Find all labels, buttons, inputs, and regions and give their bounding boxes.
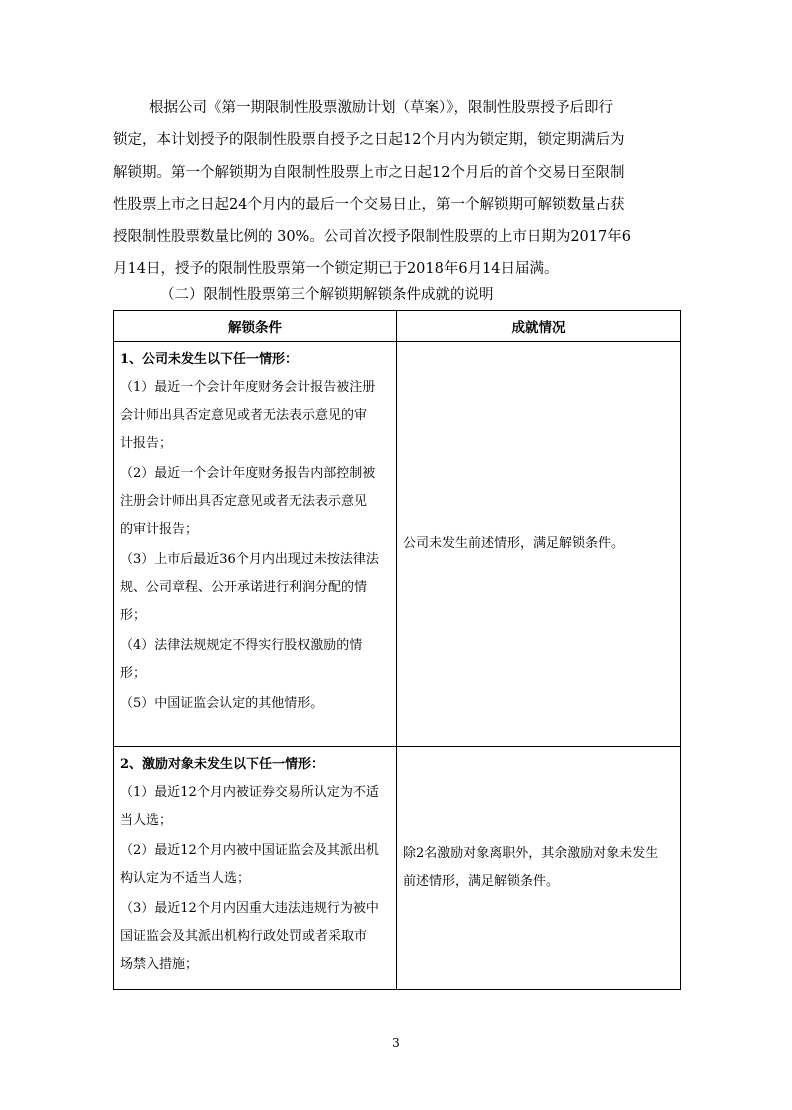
condition-item <box>120 460 390 544</box>
condition-item <box>120 632 390 688</box>
condition-line: 构认定为不适当人选； <box>120 871 251 886</box>
table-row <box>114 747 681 990</box>
page-number: 3 <box>392 1036 400 1050</box>
condition-line: 计报告； <box>120 436 173 451</box>
intro-paragraph <box>113 92 679 286</box>
condition-line: （2）最近12个月内被中国证监会及其派出机 <box>120 843 379 858</box>
result-cell <box>397 747 681 990</box>
condition-line: （5）中国证监会认定的其他情形。 <box>120 696 324 711</box>
result-line: 前述情形，满足解锁条件。 <box>403 874 560 889</box>
intro-line: 根据公司《第一期限制性股票激励计划（草案）》，限制性股票授予后即行 <box>149 100 613 116</box>
intro-line: 锁定，本计划授予的限制性股票自授予之日起12个月内为锁定期，锁定期满后为 <box>113 132 625 149</box>
result-line: 公司未发生前述情形，满足解锁条件。 <box>403 536 625 551</box>
condition-item <box>120 895 390 979</box>
condition-title: 2、激励对象未发生以下任一情形： <box>120 757 325 772</box>
header-unlock-conditions: 解锁条件 <box>114 311 397 342</box>
condition-item <box>120 837 390 893</box>
table-header-row <box>114 311 681 342</box>
result-line: 除2名激励对象离职外，其余激励对象未发生 <box>403 846 659 861</box>
condition-line: （3）上市后最近36个月内出现过未按法律法 <box>120 552 379 567</box>
condition-item <box>120 546 390 630</box>
section-subheading: （二）限制性股票第三个解锁期解锁条件成就的说明 <box>160 287 494 303</box>
condition-line: （4）法律法规规定不得实行股权激励的情 <box>120 638 363 653</box>
condition-line: （1）最近12个月内被证券交易所认定为不适 <box>120 785 379 800</box>
condition-line: 形； <box>120 608 147 623</box>
condition-item <box>120 374 390 458</box>
condition-line: 形； <box>120 666 147 681</box>
intro-line: 月14日，授予的限制性股票第一个锁定期已于2018年6月14日届满。 <box>113 261 559 278</box>
condition-line: （2）最近一个会计年度财务报告内部控制被 <box>120 466 376 481</box>
table-row <box>114 342 681 747</box>
condition-cell <box>114 342 397 747</box>
condition-line: 会计师出具否定意见或者无法表示意见的审 <box>120 408 368 423</box>
intro-line: 解锁期。第一个解锁期为自限制性股票上市之日起12个月后的首个交易日至限制 <box>113 164 625 181</box>
header-achievement-status: 成就情况 <box>397 311 681 342</box>
condition-line: 规、公司章程、公开承诺进行利润分配的情 <box>120 580 368 595</box>
condition-cell <box>114 747 397 990</box>
condition-line: 的审计报告； <box>120 522 199 537</box>
condition-item <box>120 690 390 718</box>
condition-item <box>120 779 390 835</box>
condition-line: 国证监会及其派出机构行政处罚或者采取市 <box>120 929 368 944</box>
condition-line: 当人选； <box>120 813 173 828</box>
condition-line: 场禁入措施； <box>120 957 199 972</box>
intro-line: 性股票上市之日起24个月内的最后一个交易日止，第一个解锁期可解锁数量占获 <box>113 196 625 213</box>
condition-line: （1）最近一个会计年度财务会计报告被注册 <box>120 380 376 395</box>
condition-line: 注册会计师出具否定意见或者无法表示意见 <box>120 494 368 509</box>
condition-title: 1、公司未发生以下任一情形： <box>120 352 299 367</box>
intro-line: 授限制性股票数量比例的 30%。公司首次授予限制性股票的上市日期为2017年6 <box>113 229 631 246</box>
condition-line: （3）最近12个月内因重大违法违规行为被中 <box>120 901 379 916</box>
unlock-conditions-table <box>113 310 681 990</box>
result-cell <box>397 342 681 747</box>
